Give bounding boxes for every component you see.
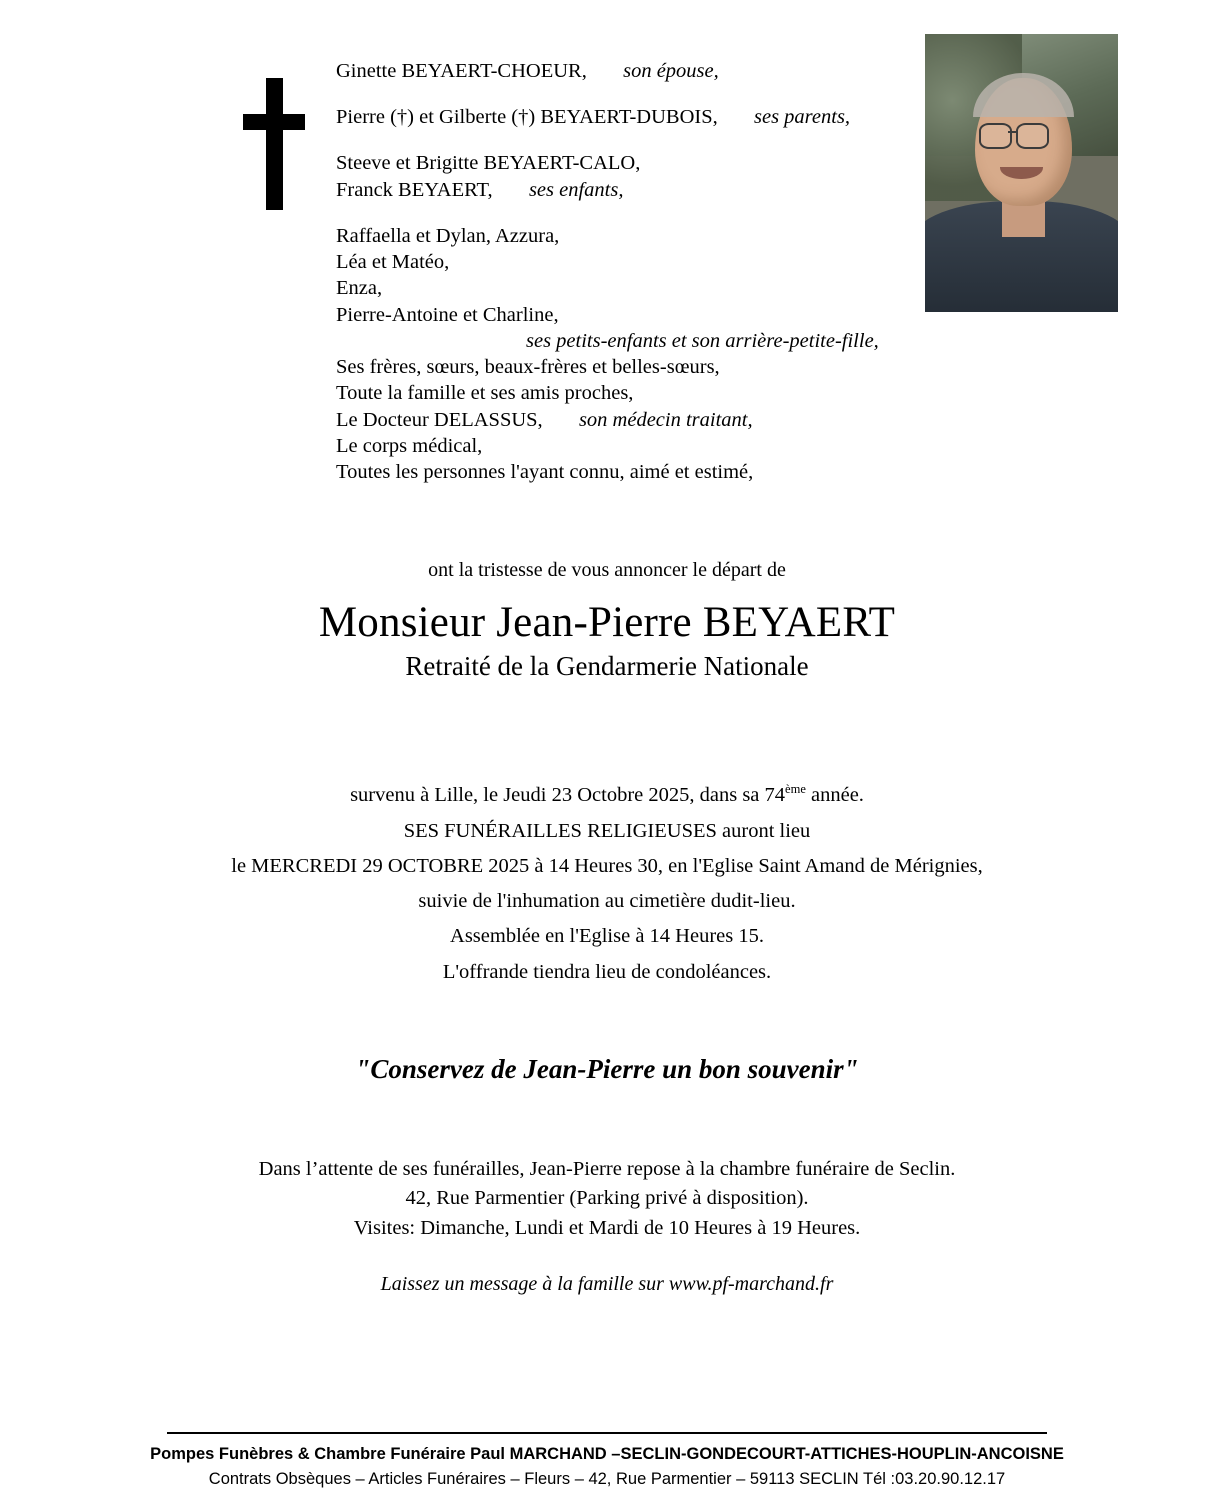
photo-glasses-right-lens [1016,123,1049,149]
funeral-when: le MERCREDI 29 OCTOBRE 2025 à 14 Heures 30, en l'Eglise Saint Amand de Mérignies, [231,854,983,877]
family-row-spouse [336,58,954,84]
death-age-ordinal: ème [785,782,806,797]
family-row-child-1 [336,150,954,176]
death-line-post: année. [805,784,864,807]
family-friends-row: Toute la famille et ses amis proches, [336,382,634,405]
offering-line: L'offrande tiendra lieu de condoléances. [442,960,772,983]
announcement-block [0,559,1214,1296]
footer [0,1432,1214,1493]
grandchildren-row-3: Enza, [336,277,383,300]
family-relation: ses parents, [754,106,851,129]
family-name: Pierre (†) et Gilberte (†) BEYAERT-DUBOIS, [336,106,718,129]
family-name: Franck BEYAERT, [336,178,493,201]
cross-horizontal-bar [243,114,305,130]
repose-line-3: Visites: Dimanche, Lundi et Mardi de 10 Heures à 19 Heures. [353,1216,861,1239]
spacer [336,84,954,104]
death-line [0,778,1214,813]
family-relation: ses enfants, [528,178,624,201]
assembly-line: Assemblée en l'Eglise à 14 Heures 15. [450,925,764,948]
family-name: Ginette BEYAERT-CHOEUR, [336,60,587,82]
deceased-subtitle: Retraité de la Gendarmerie Nationale [405,651,809,682]
siblings-row: Ses frères, sœurs, beaux-frères et belles-sœurs, [336,356,720,379]
grandchildren-row-4: Pierre-Antoine et Charline, [336,303,559,326]
memorial-quote: "Conservez de Jean-Pierre un bon souvenir" [355,1053,859,1084]
doctor-relation: son médecin traitant, [578,408,753,431]
family-row-parents [336,104,954,130]
family-row-child-2 [336,177,954,203]
burial-line: suivie de l'inhumation au cimetière dudit-lieu. [418,890,796,913]
grandchildren-row-1: Raffaella et Dylan, Azzura, [336,224,560,247]
announcement-intro: ont la tristesse de vous annoncer le départ de [428,559,786,582]
repose-info [0,1155,1214,1244]
christian-cross-icon [243,78,303,218]
medical-staff-row: Le corps médical, [336,434,483,457]
repose-line-2: 42, Rue Parmentier (Parking privé à disposition). [405,1187,809,1210]
deceased-name: Monsieur Jean-Pierre BEYAERT [318,599,896,647]
portrait-photo [925,34,1118,312]
family-message-link[interactable]: Laissez un message à la famille sur www.pf-marchand.fr [380,1273,834,1296]
footer-company-line: Pompes Funèbres & Chambre Funéraire Paul MARCHAND –SECLIN-GONDECOURT-ATTICHES-HOUPLIN-ANCOISNE [150,1444,1064,1463]
cross-vertical-bar [266,78,283,210]
doctor-name: Le Docteur DELASSUS, [336,408,543,431]
all-persons-row: Toutes les personnes l'ayant connu, aimé et estimé, [336,461,754,484]
grandchildren-row-2: Léa et Matéo, [336,251,450,274]
photo-glasses-bridge [1008,131,1018,133]
doctor-row [336,407,954,433]
grandchildren-relation: ses petits-enfants et son arrière-petite-fille, [526,329,879,352]
spacer [336,203,954,223]
funeral-title: SES FUNÉRAILLES RELIGIEUSES auront lieu [403,819,811,842]
photo-glasses-left-lens [979,123,1012,149]
funeral-details [0,778,1214,990]
repose-line-1: Dans l’attente de ses funérailles, Jean-Pierre repose à la chambre funéraire de Seclin. [258,1157,956,1180]
family-name: Steeve et Brigitte BEYAERT-CALO, [336,152,641,175]
spacer [336,130,954,150]
footer-services-line: Contrats Obsèques – Articles Funéraires – Fleurs – 42, Rue Parmentier – 59113 SECLIN Tél :03.20.90.12.17 [208,1470,1006,1489]
header-area [0,0,1214,485]
family-relation: son épouse, [623,60,719,82]
death-line-pre: survenu à Lille, le Jeudi 23 Octobre 2025, dans sa 74 [350,784,786,807]
footer-divider [167,1432,1047,1434]
